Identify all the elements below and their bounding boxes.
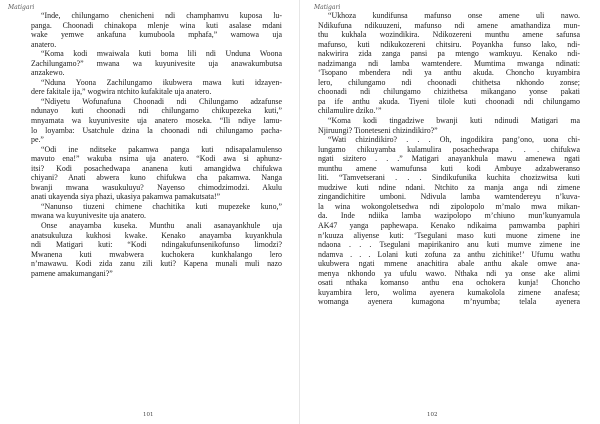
- text-line: “Koma kodi mwaiwala kuti boma lili ndi Unduna Woona: [41, 49, 282, 59]
- text-line: mafunso, kuti ndikukozereni chitsiru. Poyankha funso lako, ndi-: [318, 39, 580, 49]
- text-line: kuyambira lero, wolima ayenera kumakolola zimene anafesa;: [318, 287, 580, 297]
- right-page-text: [318, 11, 580, 307]
- text-line: “Wati chizindikiro? . . . Oh, ingodikira pang’ono, uona chi-: [328, 135, 580, 145]
- text-line: “Koma kodi tingadziwe bwanji kuti ndinudi Matigari ma: [328, 116, 580, 126]
- text-line: Onse anayamba kuseka. Munthu anali asanayankhule uja: [41, 221, 282, 231]
- text-line: pe.”: [31, 135, 44, 145]
- text-line: itsi? Kodi posachedwapa ananena kuti amangidwa chifukwa: [31, 163, 282, 173]
- text-line: pa ife anthu akuda. Tiyeni tilole kuti choonadi ndi chilungamo: [318, 96, 580, 106]
- text-line: ndi Matigari kuti: “Kodi ndingakufunsenikofunso limodzi?: [31, 240, 282, 250]
- text-line: zingandichitire umboni. Ndivula lamba wamtendereyu n’kuva-: [318, 192, 580, 202]
- text-line: Mwanena kuti mwabwera kuchokera kunkhalango lero: [31, 249, 282, 259]
- text-line: chiyani? Anati abwera kuno chifukwa cha pakamwa. Nanga: [31, 173, 282, 183]
- page-number-right: 102: [427, 412, 438, 418]
- text-line: munthu amene wamufunsa kuti kodi Ambuye adzabweranso: [318, 163, 580, 173]
- text-line: n’mawawu. Kodi zida zanu zili kuti? Kapena munali muli nazo: [31, 259, 282, 269]
- text-line: mnyamata wa kuyunivesite uja anatero moseka. “Ili ndiye lamu-: [31, 116, 282, 126]
- text-line: chilamulire dziko.’”: [318, 106, 382, 116]
- text-line: anatero.: [31, 39, 57, 49]
- text-line: pamene amakumangani?”: [31, 268, 113, 278]
- text-line: nadzimanga ndi lamba wamtendere. Mumtima mwanga ndinati:: [318, 58, 580, 68]
- text-line: ndunayo kuti choonadi ndi chilungamo chikupezeka kuti,”: [31, 106, 282, 116]
- text-line: lungamo chikuyamba kulamulira posachedwapa . . . chifukwa: [318, 144, 580, 154]
- text-line: “Odi ine nditseke pakamwa panga kuti ndisapalamulenso: [41, 144, 282, 154]
- text-line: bwanji mwana wasukuluyu? Nayenso chimodzimodzi. Akulu: [31, 182, 282, 192]
- text-line: nakwirira zida zanga pansi pa mtengo wamkuyu. Kenako ndi-: [318, 49, 580, 59]
- text-line: ndamva . . . Lolani kuti zofuna za anthu zichitike!’ Ufumu wathu: [318, 249, 580, 259]
- text-line: thu kukhala wozindikira. Ndikozereni munthu amene safunsa: [318, 30, 580, 40]
- text-line: lero, chilungamo ndi choonadi chithetsa nkhondo zonse;: [318, 77, 580, 87]
- text-line: liti. “Tamvetserani . . . Sindikufunika kuchita chozizwitsa kuti: [318, 173, 580, 183]
- text-line: anatsukuluza kukhosi kwake. Kenako anayamba kuyankhula: [31, 230, 282, 240]
- text-line: ndaona . . . Tsegulani mapirikaniro anu kuti mumve zimene ine: [318, 240, 580, 250]
- text-line: panga. Choonadi chinakopa mlenje wina kuti asalase mdani: [31, 20, 282, 30]
- text-line: lo loyamba: Usatchule dzina la choonadi ndi chilungamo pacha-: [31, 125, 282, 135]
- text-line: wake yemwe ankafuna kumuboola mphafa,” wamowa uja: [31, 30, 282, 40]
- text-line: la wina wokongoletsedwa ndi zipolopolo m’malo mwa mikan-: [318, 201, 580, 211]
- text-line: “Inde, chilungamo chenicheni ndi champhamvu kuposa lu-: [41, 11, 282, 20]
- text-line: da. Inde ndiika lamba wazipolopo m’chiuno mun’kunyamula: [318, 211, 580, 221]
- left-page-text: [31, 11, 282, 278]
- text-line: AK47 yanga paphewapa. Kenako ndikaima pamwamba paphiri: [318, 221, 580, 231]
- text-line: “Nanunso tiuzeni chimene chachitika kuti mupezeke kuno,”: [41, 201, 282, 211]
- text-line: womanga ayenera kumagona m’nyumba; telala ayenera: [318, 297, 580, 307]
- text-line: Njiruungi? Tioneteseni chizindikiro?”: [318, 125, 438, 135]
- text-line: dere fakitale ija,” wogwira ntchito kufakitale uja anatero.: [31, 87, 212, 97]
- text-line: anzakewo.: [31, 68, 65, 78]
- text-line: menya nkhondo ya ufulu wawo. Nthaka ndi ya onse ake alimi: [318, 268, 580, 278]
- text-line: anati ukayenda siya phazi, ukasiya pakamwa pamakutsata!”: [31, 192, 221, 202]
- text-line: “Ukhoza kundifunsa mafunso onse amene uli nawo.: [328, 11, 580, 20]
- right-page: [300, 0, 600, 424]
- text-line: mwana wa kuyunivesite uja anatero.: [31, 211, 147, 221]
- text-line: osati nthaka komanso anthu ena ochokera kunja! Choncho: [318, 278, 580, 288]
- text-line: “Ndiyetu Wofunafuna Choonadi ndi Chilungamo adzafunse: [41, 96, 282, 106]
- text-line: ‘Tsopano mbendera ndi ya anthu akuda. Choncho kuyambira: [318, 68, 580, 78]
- page-number-left: 101: [143, 412, 154, 418]
- text-line: “Nduna Yoona Zachilungamo ikubwera mawa kuti idzayen-: [41, 77, 282, 87]
- text-line: mavuto ena!” wakuba nsima uja anatero. “Kodi awa si aphunz-: [31, 154, 282, 164]
- running-head-right: Matigari: [314, 4, 341, 11]
- text-line: mudziwe kuti ndine ndani. Ntchito za manja anga ndi zimene: [318, 182, 580, 192]
- running-head-left: Matigari: [8, 4, 35, 11]
- text-line: choonadi ndi chilungamo chizithetsa mikangano yonse pakati: [318, 87, 580, 97]
- text-line: ukubwera ngati mmene anachitira abale anthu akale omwe ana-: [318, 259, 580, 269]
- text-line: Ndikufuna ndikuuzeni, mafunso ndi amene amathandiza mun-: [318, 20, 580, 30]
- text-line: Zachilungamo?” mwana wa kuyunivesite uja anawakumbutsa: [31, 58, 282, 68]
- text-line: n’kuuza aliyense kuti: ‘Tsegulani maso kuti muone zimene ine: [318, 230, 580, 240]
- text-line: ngati sizitero . . .” Matigari anayankhula mawu amenewa ngati: [318, 154, 580, 164]
